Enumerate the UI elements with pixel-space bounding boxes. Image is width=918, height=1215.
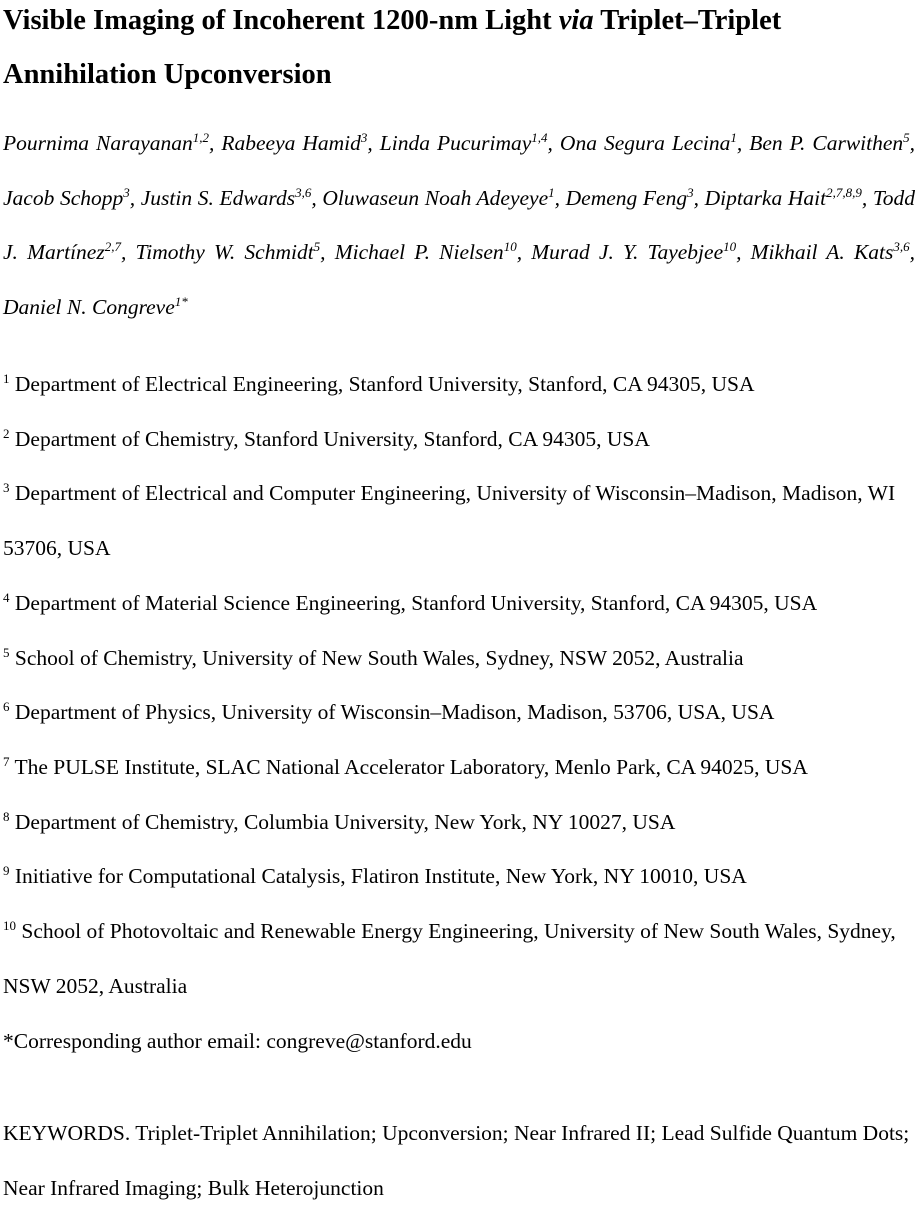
author <box>566 186 694 210</box>
author-affiliation-mark: 3 <box>687 184 694 200</box>
author <box>136 240 321 264</box>
author-affiliation-mark: 3,6 <box>295 184 312 200</box>
affiliation-text: Department of Physics, University of Wisconsin–Madison, Madison, 53706, USA, USA <box>14 700 775 725</box>
affiliation-text: Department of Chemistry, Columbia University, New York, NY 10027, USA <box>14 809 676 834</box>
author-affiliation-mark: 5 <box>313 239 321 255</box>
author-affiliation-mark: 2,7 <box>104 239 121 255</box>
author <box>3 186 130 210</box>
author-name: Diptarka Hait <box>704 185 827 210</box>
affiliation-number: 6 <box>3 699 10 715</box>
author-name: Oluwaseun Noah Adeyeye <box>322 185 549 210</box>
affiliation-text: Initiative for Computational Catalysis, Flatiron Institute, New York, NY 10010, USA <box>14 864 747 889</box>
affiliation <box>3 576 915 631</box>
author <box>749 131 909 155</box>
author <box>3 295 188 319</box>
author-name: Daniel N. Congreve <box>3 294 175 319</box>
author-name: Murad J. Y. Tayebjee <box>531 240 724 264</box>
affiliation <box>3 795 915 850</box>
corresponding-author: *Corresponding author email: congreve@stanford.edu <box>3 1029 472 1053</box>
author-name: Pournima Narayanan <box>3 131 193 155</box>
author <box>322 186 554 210</box>
author-name: Linda Pucurimay <box>379 131 532 155</box>
affiliation-number: 3 <box>3 480 10 496</box>
title-part-1: Visible Imaging of Incoherent 1200-nm Light <box>3 5 559 36</box>
author-name: Ben P. Carwithen <box>749 131 904 155</box>
author <box>141 186 312 210</box>
author-name: Ona Segura Lecina <box>559 131 731 155</box>
title-via: via <box>558 5 594 36</box>
affiliation-number: 8 <box>3 808 10 824</box>
author-affiliation-mark: 1,4 <box>531 130 548 146</box>
affiliation <box>3 849 915 904</box>
author-affiliation-mark: 1* <box>174 293 188 309</box>
author-name: Mikhail A. Kats <box>750 240 894 264</box>
affiliation-number: 5 <box>3 644 10 660</box>
author <box>380 131 548 155</box>
affiliation-number: 1 <box>3 371 10 387</box>
author-affiliation-mark: 1 <box>548 184 555 200</box>
affiliation-list <box>3 357 915 1013</box>
author-name: Justin S. Edwards <box>140 185 296 210</box>
author-affiliation-mark: 1,2 <box>192 130 209 146</box>
author <box>560 131 737 155</box>
author-name: Jacob Schopp <box>3 185 124 210</box>
author-name: Todd J. Martínez <box>3 185 916 264</box>
affiliation-text: School of Chemistry, University of New South Wales, Sydney, NSW 2052, Australia <box>14 645 744 670</box>
author-name: Demeng Feng <box>565 185 688 210</box>
affiliation-number: 10 <box>3 918 16 934</box>
affiliation-number: 4 <box>3 590 10 606</box>
author-affiliation-mark: 10 <box>503 239 517 255</box>
affiliation <box>3 466 915 575</box>
author-affiliation-mark: 10 <box>723 239 737 255</box>
author <box>751 240 910 264</box>
affiliation-number: 7 <box>3 754 10 770</box>
affiliation-text: The PULSE Institute, SLAC National Accelerator Laboratory, Menlo Park, CA 94025, USA <box>14 754 808 779</box>
author-name: Michael P. Nielsen <box>334 240 504 264</box>
affiliation <box>3 685 915 740</box>
author-affiliation-mark: 3 <box>123 184 130 200</box>
affiliation-text: Department of Material Science Engineering, Stanford University, Stanford, CA 94305, USA <box>14 590 818 615</box>
affiliation <box>3 631 915 686</box>
author <box>221 131 367 155</box>
affiliation-text: Department of Electrical Engineering, Stanford University, Stanford, CA 94305, USA <box>14 372 755 396</box>
author <box>705 186 862 210</box>
author-affiliation-mark: 3 <box>360 130 368 146</box>
author <box>3 131 209 155</box>
author-affiliation-mark: 5 <box>903 130 910 146</box>
author-affiliation-mark: 3,6 <box>893 239 910 255</box>
author-name: Timothy W. Schmidt <box>135 240 314 264</box>
author-affiliation-mark: 2,7,8,9 <box>826 184 862 200</box>
author <box>531 240 736 264</box>
affiliation-number: 9 <box>3 863 10 879</box>
affiliation-number: 2 <box>3 425 10 441</box>
affiliation-text: Department of Chemistry, Stanford University, Stanford, CA 94305, USA <box>14 426 650 451</box>
author-name: Rabeeya Hamid <box>221 131 361 155</box>
affiliation-text: Department of Electrical and Computer Engineering, University of Wisconsin–Madison, Madison, WI 53706, USA <box>3 481 896 561</box>
affiliation <box>3 412 915 467</box>
affiliation-text: School of Photovoltaic and Renewable Energy Engineering, University of New South Wales, Sydney, NSW 2052, Australia <box>3 919 896 998</box>
affiliation <box>3 740 915 795</box>
affiliation <box>3 904 915 1013</box>
keywords: KEYWORDS. Triplet-Triplet Annihilation; Upconversion; Near Infrared II; Lead Sulfide Quantum Dots; Near Infrared Imaging; Bulk Heterojunction <box>3 1121 910 1200</box>
affiliation <box>3 357 915 412</box>
title-part-2: Triplet–Triplet Annihilation Upconversion <box>3 5 782 90</box>
author-affiliation-mark: 1 <box>730 130 737 146</box>
author <box>335 240 517 264</box>
paper-title <box>3 0 915 102</box>
author-list: Pournima Narayanan$^{1,2}$, Rabeeya Hamid$^3$, Linda Pucurimay$^{1,4}$, Ona Segura Lecina$^1$, Ben P. Carwithen$^5$, Jacob Schopp$^3$, Justin S. Edwards$^{3,6}$, Oluwaseun Noah Adeyeye$^1$, Demeng Feng$^3$, Diptarka Hait$^{2,7,8,9}$, Todd J. Martínez$^{2,7}$, Timothy W. Schmidt$^5$, Michael P. Nielsen$^{10}$, Murad J. Y. Tayebjee$^{10}$, Mikhail A. Kats$^{3,6}$, Daniel N. Congreve$^{1*}$ <box>3 130 916 319</box>
